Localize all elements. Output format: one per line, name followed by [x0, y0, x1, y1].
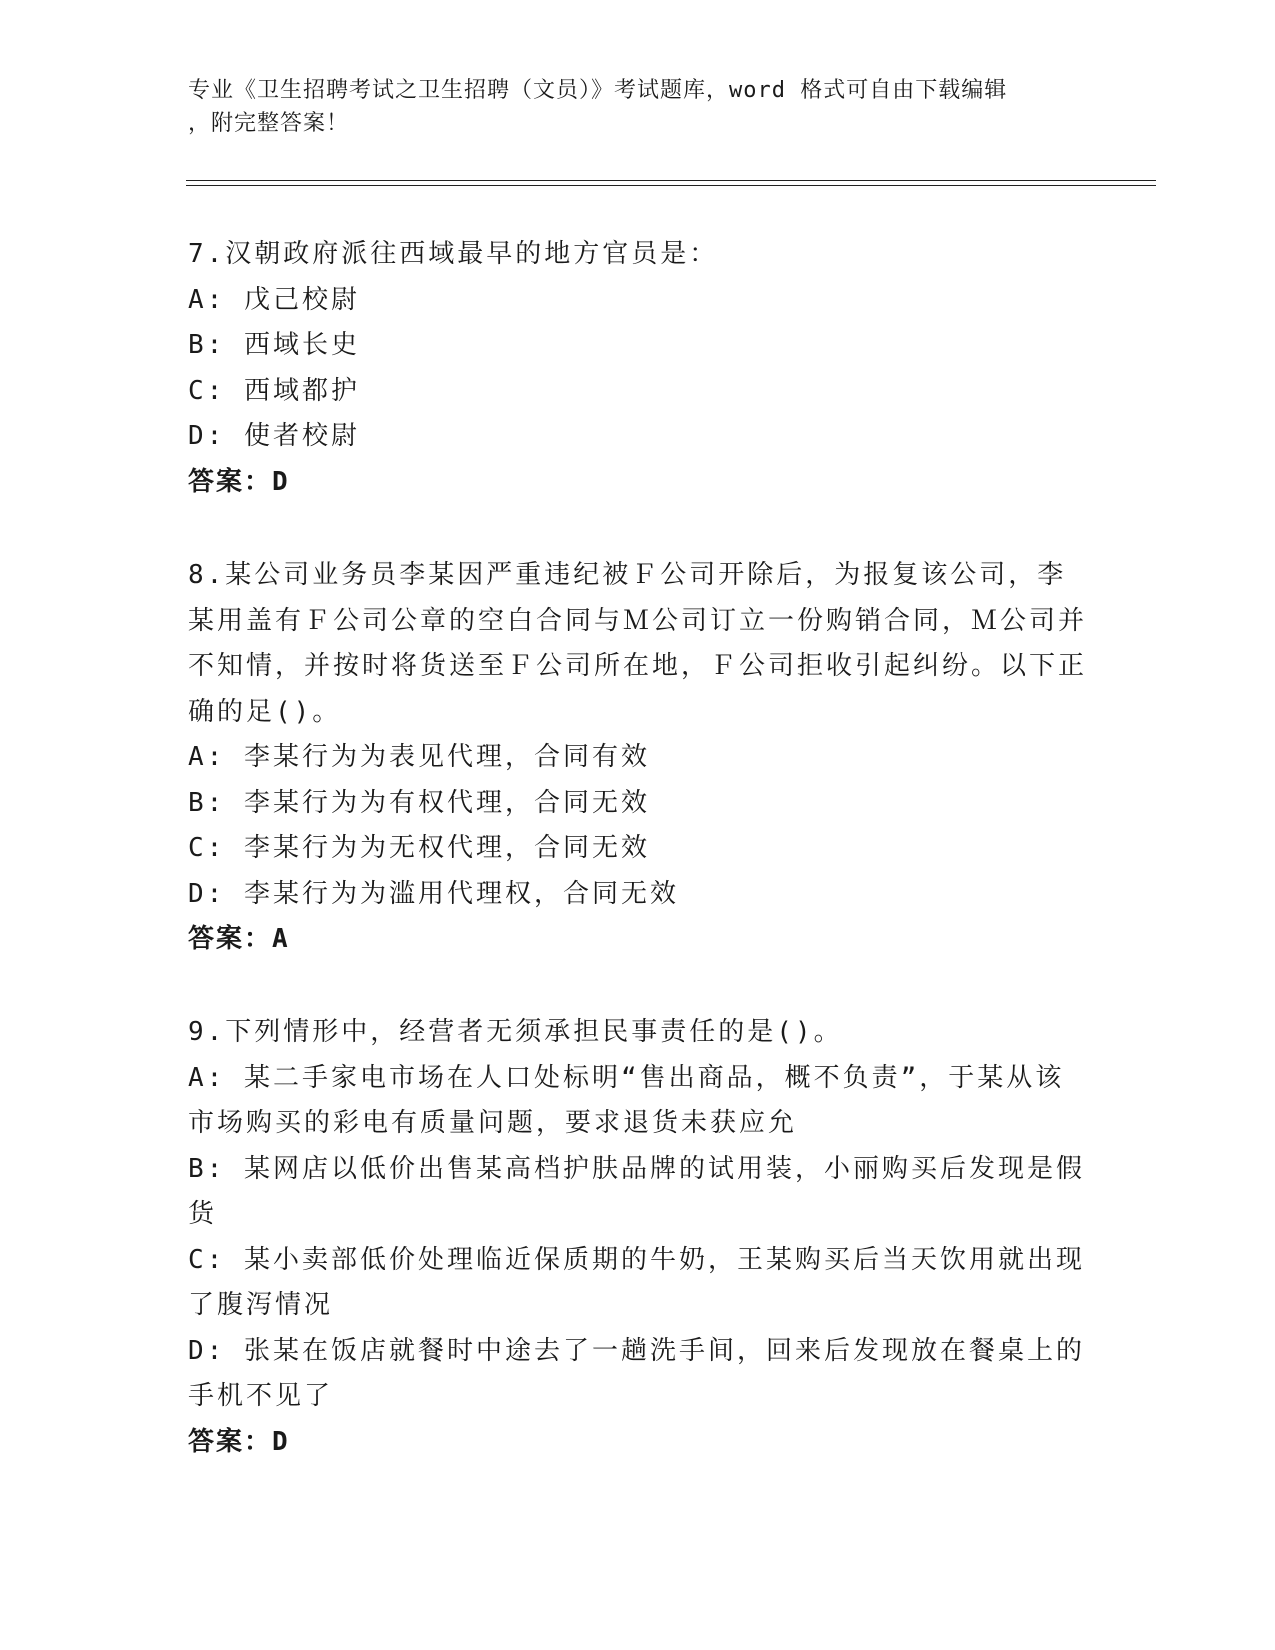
header-line-2: ，附完整答案！ — [188, 111, 350, 136]
option-c: C: 李某行为为无权代理，合同无效 — [188, 833, 650, 863]
question-stem: 8.某公司业务员李某因严重违纪被Ｆ公司开除后，为报复该公司，李某用盖有Ｆ公司公章的空白合同与Ｍ公司订立一份购销合同，Ｍ公司并不知情，并按时将货送至Ｆ公司所在地，Ｆ公司拒收引起纠纷。以下正确的足()。 — [188, 560, 1088, 727]
answer: 答案：D — [188, 466, 290, 497]
option-a: A: 某二手家电市场在人口处标明“售出商品，概不负责”，于某从该市场购买的彩电有质量问题，要求退货未获应允 — [188, 1062, 1065, 1138]
option-b: B: 李某行为为有权代理，合同无效 — [188, 787, 650, 818]
question-stem: 9.下列情形中，经营者无须承担民事责任的是()。 — [188, 1017, 843, 1047]
option-a: A: 李某行为为表见代理，合同有效 — [188, 742, 650, 772]
question-8 — [188, 553, 1088, 963]
answer: 答案：A — [188, 924, 290, 954]
option-d: D: 李某行为为滥用代理权，合同无效 — [188, 878, 679, 909]
header-divider-top — [186, 180, 1156, 181]
option-b: B: 西域长史 — [188, 330, 360, 360]
question-stem: 7.汉朝政府派往西域最早的地方官员是： — [188, 239, 719, 269]
header-line-1: 专业《卫生招聘考试之卫生招聘（文员）》考试题库，word 格式可自由下载编辑 — [188, 78, 1008, 103]
option-c: C: 西域都护 — [188, 375, 360, 406]
question-9 — [188, 1010, 1088, 1465]
option-d: D: 使者校尉 — [188, 421, 360, 451]
question-7 — [188, 232, 1088, 505]
option-c: C: 某小卖部低价处理临近保质期的牛奶，王某购买后当天饮用就出现了腹泻情况 — [188, 1244, 1085, 1320]
option-b: B: 某网店以低价出售某高档护肤品牌的试用装，小丽购买后发现是假货 — [188, 1153, 1085, 1229]
option-d: D: 张某在饭店就餐时中途去了一趟洗手间，回来后发现放在餐桌上的手机不见了 — [188, 1335, 1085, 1411]
option-a: A: 戊己校尉 — [188, 284, 360, 315]
answer: 答案：D — [188, 1426, 290, 1457]
header-divider-bottom — [186, 185, 1156, 186]
document-header — [188, 74, 1088, 140]
